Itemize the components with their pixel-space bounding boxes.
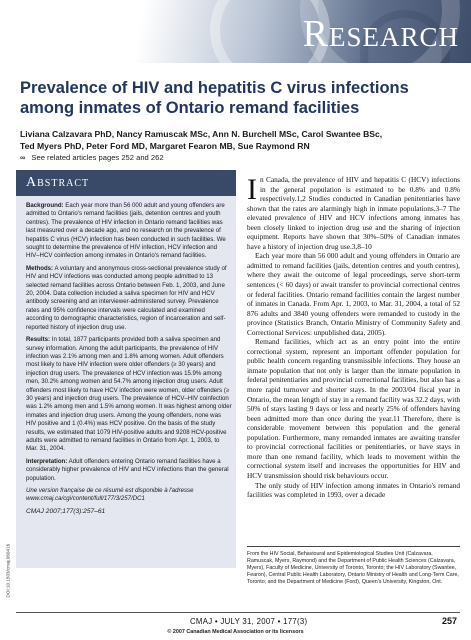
abstract-interpretation xyxy=(26,458,232,483)
french-version-link[interactable]: Une version française de ce résumé est disponible à l'adresse www.cmaj.ca/cgi/content/full/177/3/257/DC1 xyxy=(26,487,194,503)
drop-cap: I xyxy=(247,173,257,206)
article-body xyxy=(247,175,460,500)
authors-line: Ted Myers PhD, Peter Ford MD, Margaret Fearon MB, Sue Raymond RN xyxy=(20,141,310,151)
abstract-label: Methods: xyxy=(26,264,54,272)
abstract-label: Background: xyxy=(26,202,64,209)
affiliations: From the HIV Social, Behavioural and Epidemiological Studies Unit (Calzavara, Ramuscak, Myers, Raymond) and the Department of Public Health Sciences (Calzavara, Myers), Faculty of Medicine, University of Toronto, Toronto; the HIV Laboratory (Swantee, Fearon), Central Public Health Laboratory, Ontario Ministry of Health and Long-Term Care, Toronto; and the Department of Medicine (Ford), Queen's University, Kingston, Ont. xyxy=(247,546,460,586)
abstract-header xyxy=(16,170,236,196)
copyright-notice: © 2007 Canadian Medical Association or its licensors xyxy=(167,629,304,635)
body-paragraph: The only study of HIV infection among inmates in Ontario's remand facilities was completed in 1993, over a decade xyxy=(247,480,460,500)
citation: CMAJ 2007;177(3):257–61 xyxy=(26,507,106,515)
abstract-results xyxy=(26,336,232,454)
article-title: Prevalence of HIV and hepatitis C virus infections among inmates of Ontario remand facilities xyxy=(20,79,409,117)
paragraph-text: n Canada, the prevalence of HIV and hepatitis C (HCV) infections in the general population is estimated to be 0.8% and 0.8% respectively.1,2 Studies conducted in Canadian penitentiaries have shown that the rates are alarmingly high in inmate populations.3–7 The elevated prevalence of HIV and HCV infections among inmates has been closely linked to injection drug use and the sharing of injection equipment. Reports have shown that 30%–50% of Canadian inmates have a history of injection drug use.3,8–10 xyxy=(247,175,460,251)
section-banner xyxy=(0,0,471,63)
doi-sidebar xyxy=(3,520,13,600)
section-title: Research xyxy=(302,13,459,55)
abstract-text: In total, 1877 participants provided both a saliva specimen and survey information. Among the adult participants, the prevalence of HIV infection was 2.1% among men and 1.8% among women. Adult offenders most likely to have HIV infection were older offenders (≥ 30 years) and injection drug users. The prevalence of HCV infection was 15.9% among men, 30.2% among women and 54.7% among injection drug users. Adult offenders most likely to have HCV infection were women, older offenders (≥ 30 years) and injection drug users. The prevalence of HCV–HIV coinfection was 1.2% among men and 1.5% among women. It was highest among older inmates and injection drug users. Among the young offenders, none was HIV positive and 1 (0.4%) was HCV positive. On the basis of the study results, we estimated that 1079 HIV-positive adults and 9208 HCV-positive adults were admitted to remand facilities in Ontario from Apr. 1, 2003, to Mar. 31, 2004. xyxy=(26,336,232,453)
doi-text: DOI:10.1503/cmaj.060416 xyxy=(5,543,11,598)
abstract-label: Results: xyxy=(26,336,51,344)
footer-rule xyxy=(16,612,460,613)
body-paragraph: Each year more than 56 000 adult and young offenders in Ontario are admitted to remand facilities (jails, detention centres and youth centres), where they await the outcome of legal proceedings, serve short-term sentences (< 60 days) or await transfer to provincial correctional centres or federal facilities. Ontario remand facilities contain the largest number of inmates in Canada. From Apr. 1, 2003, to Mar. 31, 2004, a total of 52 876 adults and 3840 young offenders were remanded to custody in the province (Statistics Branch, Ontario Ministry of Community Safety and Correctional Services: unpublished data, 2005). xyxy=(247,251,460,337)
abstract-body xyxy=(26,202,232,520)
abstract-panel xyxy=(16,170,236,568)
abstract-methods xyxy=(26,265,232,332)
body-paragraph: Remand facilities, which act as an entry point into the entire correctional system, represent an important offender population for public health concern regarding transmissible infections. They house an inmate population that not only is larger than the inmate population in federal penitentiaries and provincial correctional facilities, but also has a more rapid turnover and shorter stays. In the 2003/04 fiscal year in Ontario, the mean length of stay in a remand facility was 32.2 days, with 50% of stays lasting 9 days or less and nearly 25% of offenders having been admitted more than once during the year.11 Therefore, there is considerable movement between this population and the general population. Furthermore, many remanded inmates are awaiting transfer to provincial correctional facilities or penitentiaries, or have stays in more than one remand facility, which leads to movement within the correctional system itself and increases the opportunities for HIV and HCV transmission should risk behaviours occur. xyxy=(247,337,460,480)
abstract-text: A voluntary and anonymous cross-sectional prevalence study of HIV and HCV infections was conducted among people admitted to 13 selected remand facilities across Ontario between Feb. 1, 2003, and June 20, 2004. Data collection included a saliva specimen for HIV and HCV antibody screening and an interviewer-administered survey. Prevalence rates and 95% confidence intervals were calculated and examined according to demographic characteristics, region of incarceration and self-reported history of injection drug use. xyxy=(26,264,227,331)
abstract-label: Interpretation: xyxy=(26,457,68,465)
see-related-text: See related articles pages 252 and 262 xyxy=(31,153,164,162)
abstract-text: Adult offenders entering Ontario remand facilities have a considerably higher prevalence of HIV and HCV infections than the general population. xyxy=(26,457,229,482)
authors-line: Liviana Calzavara PhD, Nancy Ramuscak MSc, Ann N. Burchell MSc, Carol Swantee BSc, xyxy=(20,129,383,139)
journal-info: CMAJ • JULY 31, 2007 • 177(3) xyxy=(190,617,308,626)
page-footer xyxy=(0,612,471,640)
abstract-background xyxy=(26,202,232,261)
body-paragraph xyxy=(247,175,460,251)
double-arrow-icon: ∞ xyxy=(20,153,26,162)
abstract-text: Each year more than 56 000 adult and young offenders are admitted to Ontario's remand facilities (jails, detention centres and youth centres). The prevalence of HIV infection in Ontario remand facilities was last measured over a decade ago, and no research on the prevalence of hepatitis C virus (HCV) infection has been conducted in such facilities. We sought to determine the prevalence of HIV infection, HCV infection and HIV–HCV coinfection among inmates in Ontario's remand facilities. xyxy=(26,202,226,260)
see-related-link[interactable] xyxy=(20,153,164,162)
abstract-heading: Abstract xyxy=(26,175,90,190)
author-list xyxy=(20,128,460,152)
page-number: 257 xyxy=(441,616,457,626)
